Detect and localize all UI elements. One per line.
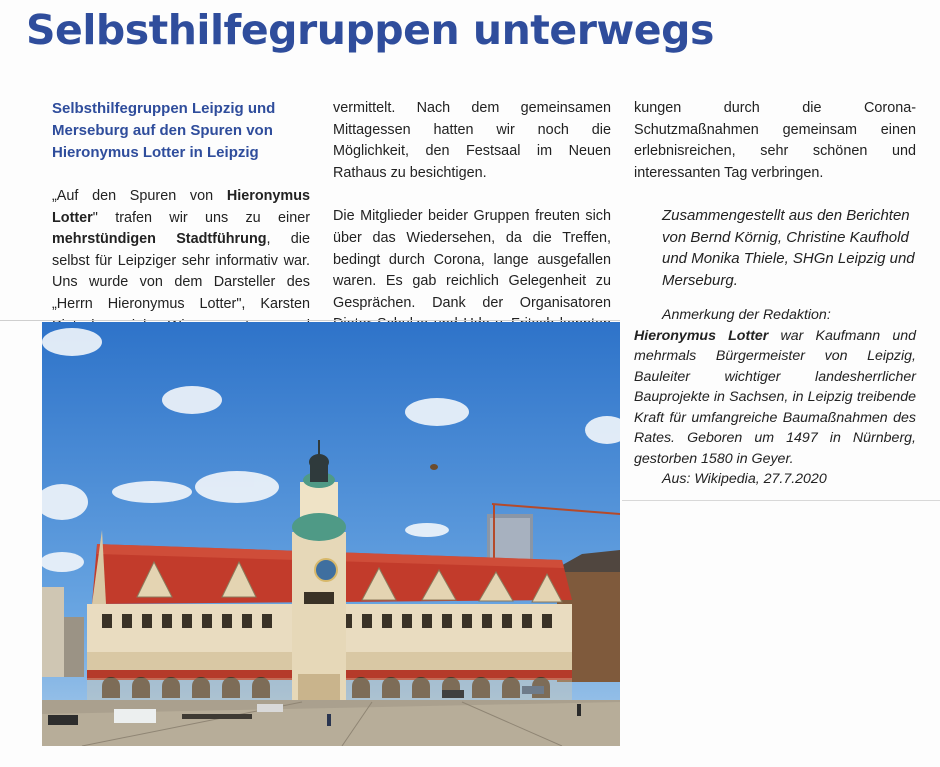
article-paragraph-4: kungen durch die Corona-Schutzmaßnahmen gemeinsam einen erlebnisreichen, sehr schönen und interessanten Tag verbringen. [634,100,916,181]
bold-phrase: mehrstündigen Stadtführung [52,231,267,248]
article-paragraph-2: vermittelt. Nach dem gemeinsamen Mittagessen hatten wir noch die Möglichkeit, den Festsaal im Neuen Rathaus zu besichtigen. [333,100,611,181]
text-run: war Kaufmann und mehrmals Bürgermeister von Leipzig, Bauleiter wichtiger landesherrlicher Bauprojekte in Sachsen, in Leipzig treibende Kraft für umfangreiche Baumaßnahmen des Rates. Geboren um 1497 in Nürnberg, gestorben 1580 in Geyer. [634,327,916,467]
bold-name: Hieronymus Lotter [634,327,769,344]
scan-edge [0,320,620,321]
scan-edge [622,500,940,501]
article-paragraph-3: Die Mitglieder beider Gruppen freuten sich über das Wiedersehen, da die Treffen, bedingt durch Corona, lange ausgefallen waren. Es gab reichlich Gelegenheit zu Gesprächen. Dank der Organisatoren [333,208,611,311]
photo-old-town-hall-icon [42,322,620,746]
photo-old-town-hall [42,322,620,746]
article-subheading: Selbsthilfegruppen Leipzig und Merseburg auf den Spuren von Hieronymus Lotter in Leipzig [52,100,276,161]
text-run: , die selbst für Leipziger sehr informativ war. Uns wurde von dem Darsteller des „Herrn Hieronymus Lotter", Karsten [52,231,310,312]
column-2 [333,98,611,358]
text-run: „Auf den Spuren von [52,188,227,204]
editor-note [634,326,916,470]
text-run: " trafen wir uns zu einer [92,209,310,226]
author-credit: Zusammengestellt aus den Berichten von Bernd Körnig, Christine Kaufhold und Monika Thiele, SHGn Leipzig und Merseburg. [662,207,915,289]
bold-name: Hieronymus Lotter [52,188,310,226]
editor-note-label: Anmerkung der Redaktion: [662,307,831,324]
source-citation: Aus: Wikipedia, 27.7.2020 [662,471,827,488]
page-title: Selbsthilfegruppen unterwegs [26,6,714,54]
column-3 [634,98,916,490]
